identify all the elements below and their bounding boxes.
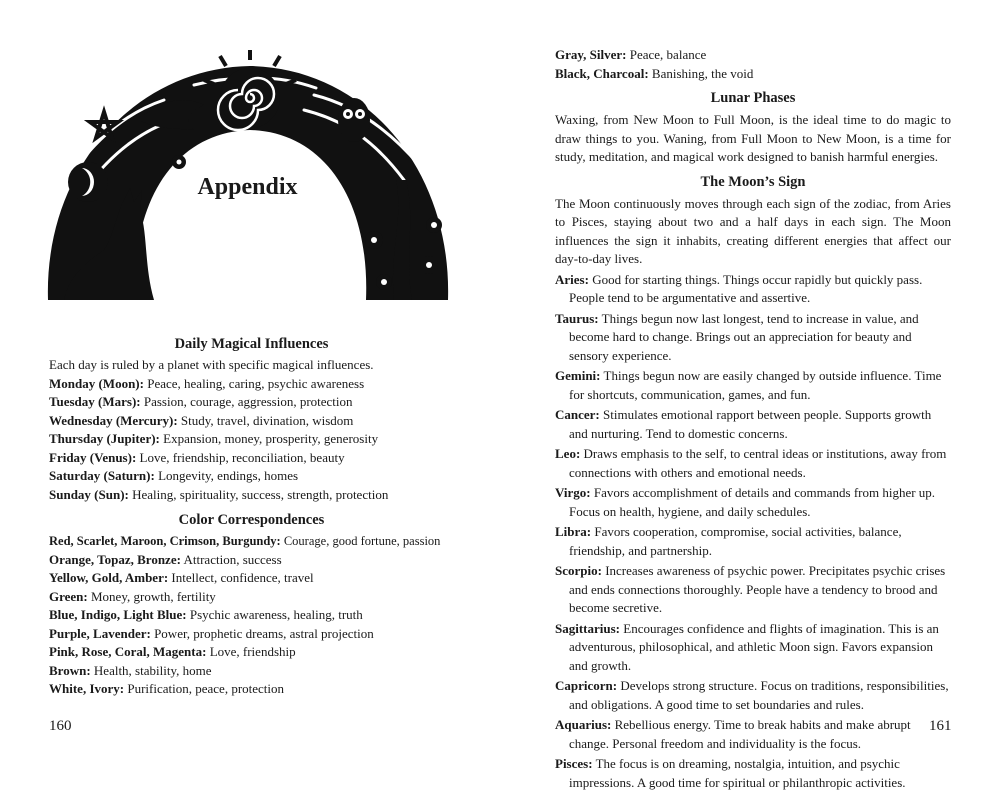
list-item: Blue, Indigo, Light Blue: Psychic awareness, healing, truth [49, 607, 363, 622]
moons-sign-intro: The Moon continuously moves through each sign of the zodiac, from Aries to Pisces, staying about two and a half days in each sign. The Moon influences the sign it inhabits, creating different energies that affect our day-to-day lives. [555, 195, 951, 266]
list-item: Gray, Silver: Peace, balance [555, 47, 707, 62]
list-item: Scorpio: Increases awareness of psychic power. Precipitates psychic crises and ends connections thoroughly. People have a tendency to brood and become secretive. [555, 563, 946, 615]
list-item: Red, Scarlet, Maroon, Crimson, Burgundy: Courage, good fortune, passion [49, 534, 441, 548]
lunar-phases-text: Waxing, from New Moon to Full Moon, is the ideal time to do magic to draw things to you. Waning, from Full Moon to New Moon, is a time for study, meditation, and magical work designed to banish harmful energies. [555, 112, 951, 164]
moons-sign-heading: The Moon’s Sign [700, 173, 806, 190]
list-item: Monday (Moon): Peace, healing, caring, psychic awareness [49, 375, 365, 391]
list-item: Purple, Lavender: Power, prophetic dreams, astral projection [49, 625, 374, 641]
list-item: Saturday (Saturn): Longevity, endings, homes [49, 468, 299, 483]
page-number: 161 [929, 718, 952, 734]
lunar-phases-heading: Lunar Phases [710, 90, 796, 106]
list-item: Virgo: Favors accomplishment of details and commands from higher up. Focus on health, hygiene, and daily schedules. [555, 485, 936, 519]
list-item: Black, Charcoal: Banishing, the void [555, 65, 754, 81]
list-item: Libra: Favors cooperation, compromise, social activities, balance, friendship, and partnership. [555, 524, 902, 558]
right-column [555, 46, 951, 792]
chapter-title: Appendix [190, 170, 305, 204]
list-item: Sagittarius: Encourages confidence and flights of imagination. This is an adventurous, philosophical, and athletic Moon sign. Favors expansion and growth. [555, 620, 939, 673]
list-item: Tuesday (Mars): Passion, courage, aggression, protection [49, 394, 353, 409]
list-item: Brown: Health, stability, home [49, 662, 212, 678]
list-item: Leo: Draws emphasis to the self, to central ideas or institutions, away from connections with others and emotional needs. [555, 446, 947, 480]
page-number: 160 [49, 718, 72, 734]
list-item: Pink, Rose, Coral, Magenta: Love, friendship [49, 644, 296, 659]
list-item: Aquarius: Rebellious energy. Time to break habits and make abrupt change. Personal freedom and individuality is the focus. [555, 717, 911, 751]
list-item: Yellow, Gold, Amber: Intellect, confidence, travel [49, 570, 314, 585]
color-correspondences-heading: Color Correspondences [178, 512, 325, 528]
list-item: Pisces: The focus is on dreaming, nostalgia, intuition, and psychic impressions. A good time for spiritual or philanthropic activities. [555, 756, 906, 790]
daily-intro: Each day is ruled by a planet with specific magical influences. [49, 357, 374, 372]
list-item: White, Ivory: Purification, peace, protection [49, 681, 285, 696]
list-item: Taurus: Things begun now last longest, tend to increase in value, and become hard to change. Brings out an appreciation for beauty and sensory experience. [555, 310, 919, 363]
daily-influences-heading: Daily Magical Influences [174, 336, 329, 352]
list-item: Aries: Good for starting things. Things occur rapidly but quickly pass. People tend to be argumentative and assertive. [555, 271, 923, 305]
list-item: Cancer: Stimulates emotional rapport between people. Supports growth and nurturing. Tend to domestic concerns. [555, 407, 932, 441]
list-item: Friday (Venus): Love, friendship, reconciliation, beauty [49, 449, 345, 465]
list-item: Gemini: Things begun now are easily changed by outside influence. Time for shortcuts, communication, games, and fun. [555, 368, 942, 402]
list-item: Thursday (Jupiter): Expansion, money, prosperity, generosity [49, 431, 379, 446]
list-item: Green: Money, growth, fertility [49, 588, 216, 604]
list-item: Orange, Topaz, Bronze: Attraction, success [49, 551, 282, 567]
list-item: Wednesday (Mercury): Study, travel, divination, wisdom [49, 412, 354, 428]
list-item: Sunday (Sun): Healing, spirituality, success, strength, protection [49, 486, 389, 502]
list-item: Capricorn: Develops strong structure. Focus on traditions, responsibilities, and obligations. A good time to set boundaries and rules. [555, 678, 949, 712]
